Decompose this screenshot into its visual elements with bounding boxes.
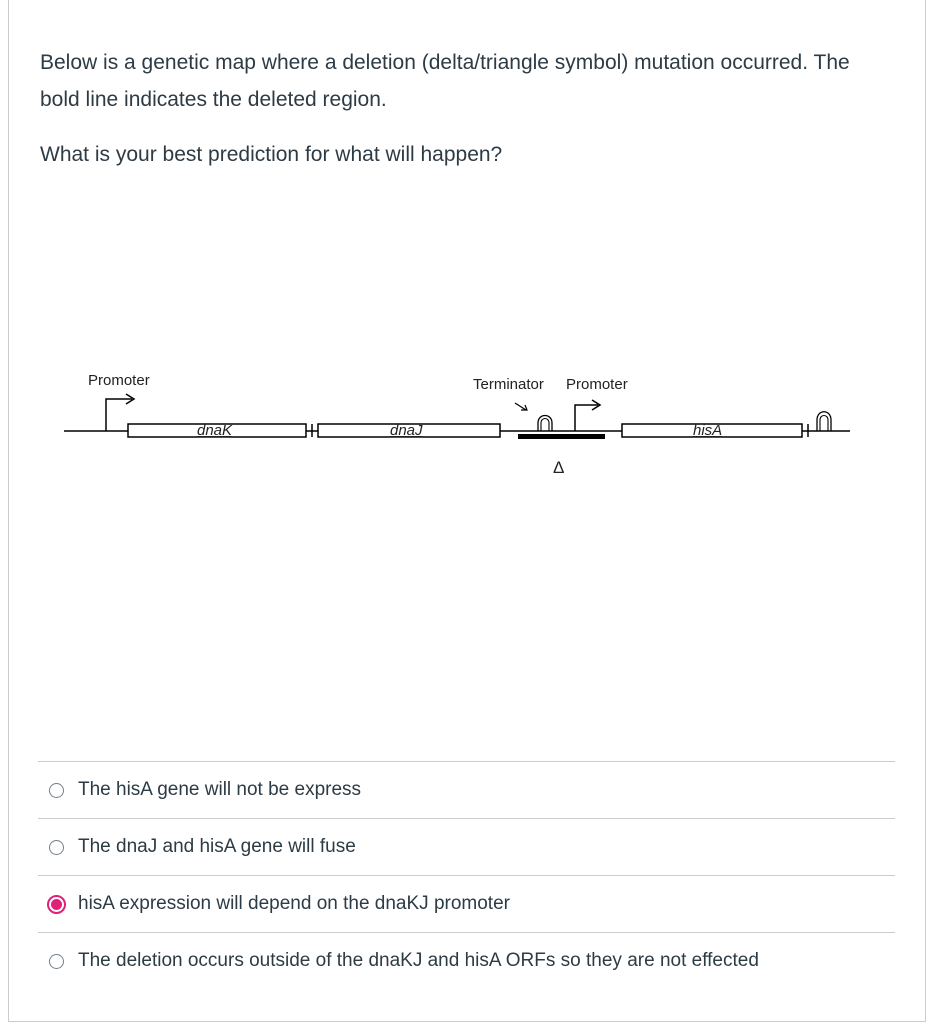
radio-button[interactable] [49, 783, 64, 798]
gene-label-dnak: dnaK [197, 422, 233, 439]
genetic-map [60, 360, 860, 490]
terminator-hairpin-end-inner [820, 416, 828, 432]
delta-symbol: Δ [553, 458, 565, 477]
terminator-pointer-icon [515, 403, 526, 410]
radio-button[interactable] [49, 954, 64, 969]
answer-option-1[interactable] [38, 761, 895, 818]
terminator-hairpin-inner [541, 419, 549, 432]
promoter-label-left: Promoter [88, 372, 150, 389]
gene-label-hisa: hisA [693, 422, 723, 439]
answer-label: The deletion occurs outside of the dnaKJ and hisA ORFs so they are not effected [78, 950, 759, 971]
gene-label-dnaj: dnaJ [390, 422, 423, 439]
genetic-map-figure [60, 360, 860, 490]
answer-list [38, 761, 895, 989]
answer-label: The dnaJ and hisA gene will fuse [78, 836, 356, 857]
radio-button[interactable] [49, 840, 64, 855]
promoter-label-right: Promoter [566, 376, 628, 393]
terminator-hairpin-icon [538, 416, 552, 432]
question-paragraph-2: What is your best prediction for what will happen? [40, 143, 503, 166]
answer-option-3[interactable] [38, 875, 895, 932]
question-text [40, 44, 880, 191]
deleted-region [518, 434, 605, 439]
answer-label: The hisA gene will not be express [78, 779, 362, 800]
radio-button-selected[interactable] [47, 895, 66, 914]
answer-option-4[interactable] [38, 932, 895, 989]
terminator-label: Terminator [473, 376, 544, 393]
answer-label: hisA expression will depend on the dnaKJ promoter [78, 893, 510, 914]
answer-option-2[interactable] [38, 818, 895, 875]
terminator-hairpin-end-icon [817, 412, 831, 431]
question-paragraph-1: Below is a genetic map where a deletion (delta/triangle symbol) mutation occurred. The bold line indicates the deleted region. [40, 51, 850, 111]
